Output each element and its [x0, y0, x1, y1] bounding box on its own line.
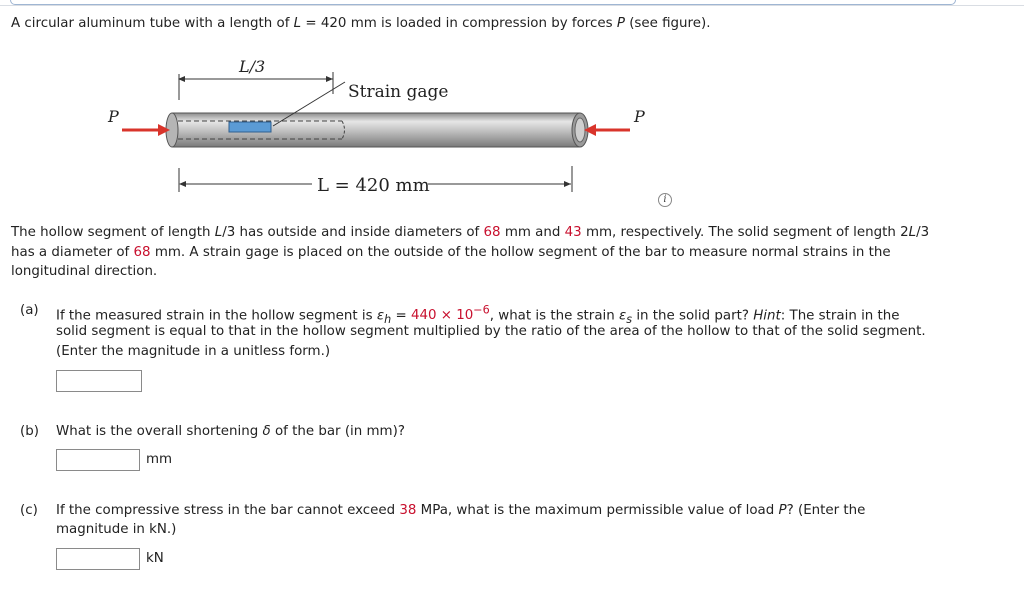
part-c-question-line1: If the compressive stress in the bar cannot exceed 38 MPa, what is the maximum permissible value of load P? (Enter the	[56, 503, 866, 518]
part-b-unit: mm	[146, 452, 173, 467]
part-a-question-line3: (Enter the magnitude in a unitless form.)	[56, 344, 331, 359]
l3-label: L/3	[239, 57, 266, 76]
part-a-question-line2: solid segment is equal to that in the hollow segment multiplied by the ratio of the area of the hollow to that of the solid segment.	[56, 324, 926, 339]
length-label: L = 420 mm	[317, 175, 430, 196]
measured-strain-value: $440 \times 10^{-6}$	[410, 304, 490, 324]
part-b-question: What is the overall shortening δ of the bar (in mm)?	[56, 424, 405, 439]
tube-figure	[100, 50, 660, 200]
inside-diameter-value: 43	[564, 225, 582, 240]
problem-intro: A circular aluminum tube with a length of L = 420 mm is loaded in compression by forces P (see figure).	[11, 16, 711, 31]
solid-diameter-value: 68	[133, 245, 151, 260]
top-border	[0, 0, 1024, 6]
strain-gage-label: Strain gage	[348, 82, 449, 102]
part-c-answer-input[interactable]	[56, 548, 140, 570]
problem-text-line2: has a diameter of 68 mm. A strain gage is placed on the outside of the hollow segment of the bar to measure normal strains in the	[11, 245, 891, 260]
part-a-question-line1: If the measured strain in the hollow segment is $\varepsilon_h = 440 \times 10^{-6}$, what is the strain $\varepsilon_s$ in the solid part? Hint: The strain in the	[56, 304, 900, 327]
p-left-label: P	[108, 107, 119, 126]
part-c-unit: kN	[146, 551, 164, 566]
info-icon[interactable]: i	[658, 193, 672, 207]
part-c-question-line2: magnitude in kN.)	[56, 522, 177, 537]
part-a-answer-input[interactable]	[56, 370, 142, 392]
part-a-label: (a)	[20, 303, 39, 318]
outside-diameter-value: 68	[483, 225, 501, 240]
stress-limit-value: 38	[399, 503, 417, 518]
p-right-label: P	[634, 107, 645, 126]
problem-text-line1: The hollow segment of length L/3 has outside and inside diameters of 68 mm and 43 mm, respectively. The solid segment of length 2L/3	[11, 225, 930, 240]
part-b-answer-input[interactable]	[56, 449, 140, 471]
part-b-label: (b)	[20, 424, 39, 439]
strain-gage	[229, 122, 271, 132]
part-c-label: (c)	[20, 503, 38, 518]
problem-text-line3: longitudinal direction.	[11, 264, 158, 279]
